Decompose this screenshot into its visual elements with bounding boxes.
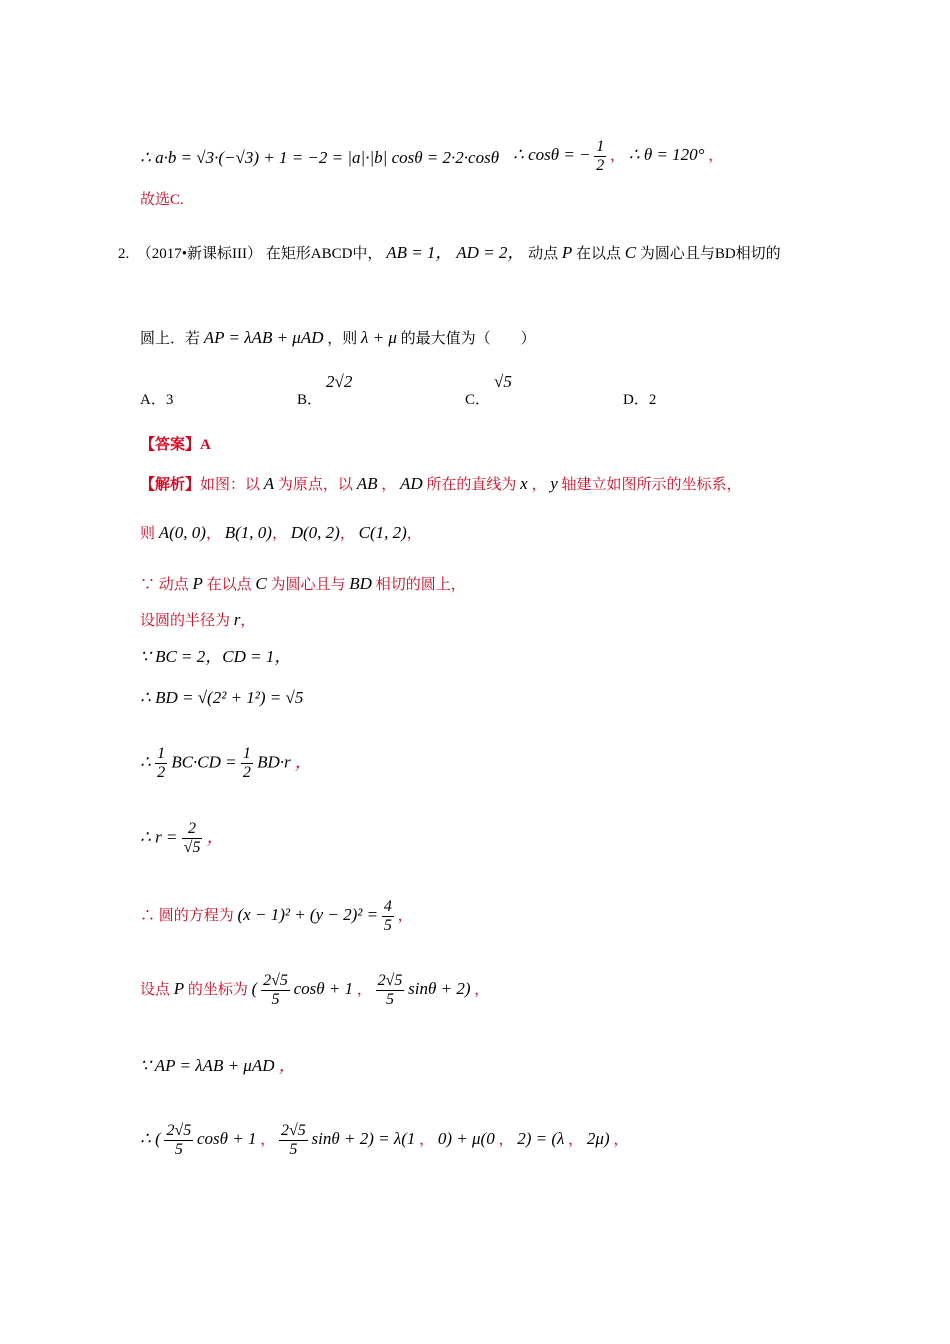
- analysis-line5: ∵ BC = 2，CD = 1，: [140, 647, 292, 666]
- analysis-line12: ∴ ( $\frac{2√5}{5}$ cosθ + 1 ， $\frac{2√5}{5}$ sinθ + 2) = λ(1 ， 0) + μ(0 ， 2) = (λ ， 2μ) ，: [140, 1122, 629, 1158]
- question-2-line2: 圆上．若 AP = λAB + μAD ，则 λ + μ 的最大值为（ ）: [140, 328, 536, 347]
- choice-text: 故选C.: [140, 192, 184, 208]
- option-b-label: B．: [297, 392, 323, 408]
- option-b-value: 2√2: [326, 372, 353, 391]
- analysis-line4: 设圆的半径为 r，: [140, 610, 256, 629]
- analysis-line9: ∴ 圆的方程为 (x − 1)² + (y − 2)² = $\frac{4}{5}$ ，: [140, 898, 413, 934]
- option-c-label: C．: [465, 392, 491, 408]
- theta-value: ∴ θ = 120°: [628, 144, 705, 164]
- analysis-line7: ∴ $\frac{1}{2}$ BC·CD = $\frac{1}{2}$ BD·r ，: [140, 745, 312, 781]
- fraction-half: $\frac{1}{2}$: [596, 138, 605, 174]
- dot-product-expr: ∴ a·b = √3·(−√3) + 1 = −2 = |a|·|b| cosθ = 2·2·cosθ: [140, 148, 500, 167]
- analysis-line11: ∵ AP = λAB + μAD ，: [140, 1056, 296, 1075]
- question-2-line1: 2. （2017•新课标III） 在矩形ABCD中， AB = 1， AD = 2， 动点 P 在以点 C 为圆心且与BD相切的: [118, 243, 781, 262]
- option-c-value: √5: [494, 372, 512, 391]
- option-d: D．2: [623, 392, 657, 408]
- line-dot-product: [140, 148, 499, 169]
- analysis-line1: 【解析】如图：以 A 为原点，以 AB ， AD 所在的直线为 x ， y 轴建立如图所示的坐标系，: [140, 474, 742, 493]
- analysis-line2: 则 A(0, 0)， B(1, 0)， D(0, 2)， C(1, 2)，: [140, 523, 422, 542]
- answer-label: 【答案】A: [140, 437, 211, 453]
- analysis-line10: 设点 P 的坐标为 ( $\frac{2√5}{5}$ cosθ + 1 ， $\frac{2√5}{5}$ sinθ + 2) ，: [140, 972, 490, 1008]
- option-a: A．3: [140, 392, 174, 408]
- analysis-line6: ∴ BD = √(2² + 1²) = √5: [140, 688, 304, 707]
- line-cos: ∴ cosθ = − $\frac{1}{2}$ ， ∴ θ = 120° ，: [513, 138, 724, 174]
- analysis-line3: ∵ 动点 P 在以点 C 为圆心且与 BD 相切的圆上，: [140, 574, 466, 593]
- analysis-line8: ∴ r = $\frac{2}{√5}$ ，: [140, 820, 224, 856]
